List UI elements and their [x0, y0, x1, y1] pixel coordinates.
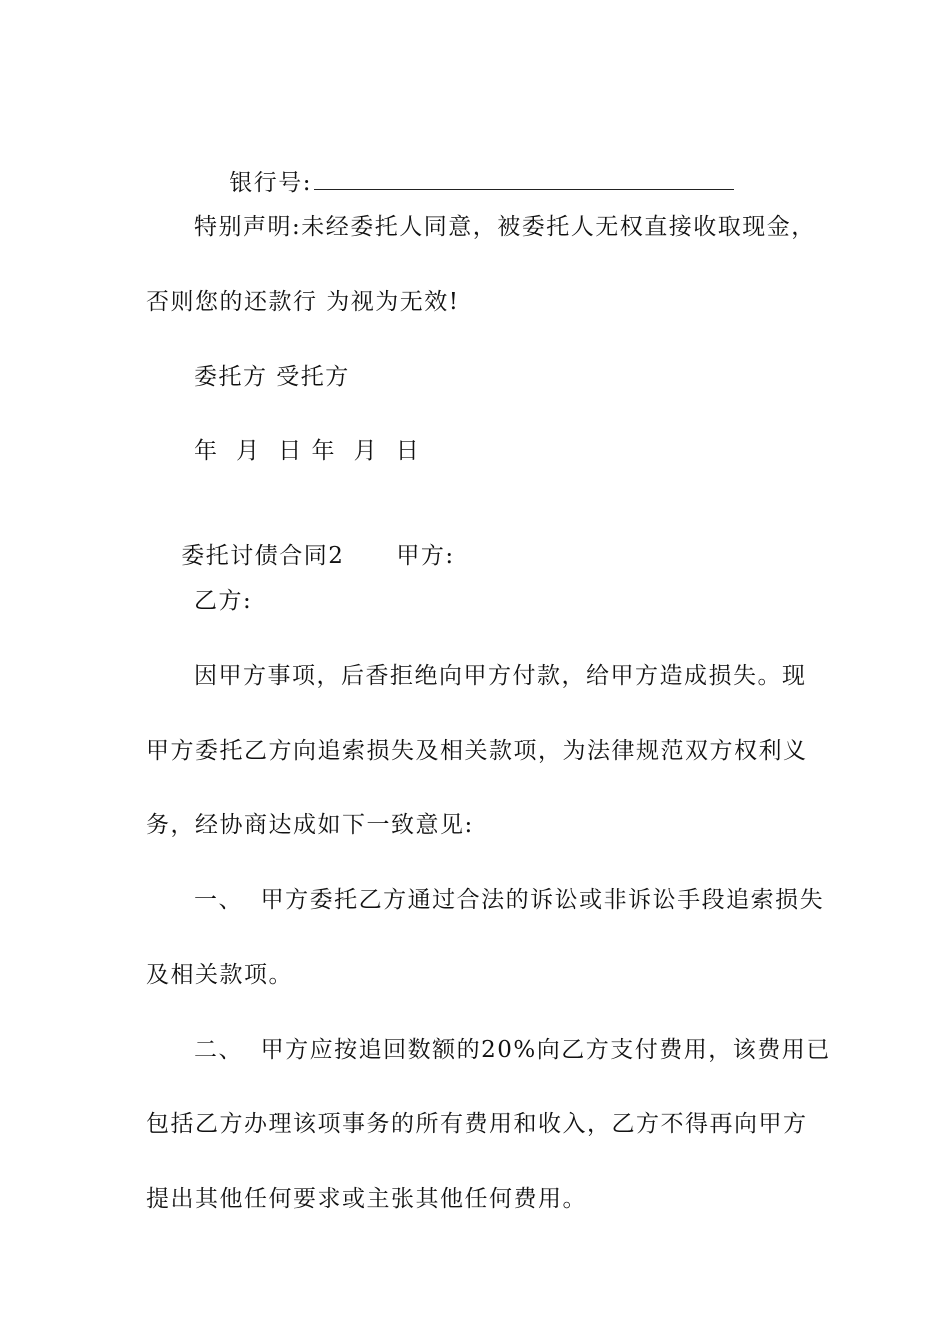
clause-2-line-3: 提出其他任何要求或主张其他任何费用。 [146, 1186, 587, 1212]
clause-2-line-2: 包括乙方办理该项事务的所有费用和收入，乙方不得再向甲方 [146, 1111, 808, 1137]
party-a-label: 甲方: [396, 543, 455, 569]
intro-line-2: 甲方委托乙方向追索损失及相关款项，为法律规范双方权利义 [146, 738, 808, 764]
intro-line-3: 务，经协商达成如下一致意见: [146, 812, 474, 838]
contract-title-line [146, 511, 455, 601]
notice-line-1: 特别声明:未经委托人同意，被委托人无权直接收取现金， [194, 214, 816, 240]
party-b-label: 乙方: [194, 588, 253, 614]
intro-line-1: 因甲方事项，后香拒绝向甲方付款，给甲方造成损失。现 [194, 663, 807, 689]
notice-line-2: 否则您的还款行 为视为无效! [146, 289, 460, 315]
clause-2-line-1: 二、 甲方应按追回数额的20%向乙方支付费用，该费用已 [194, 1037, 831, 1063]
bank-number-label: 银行号: [229, 170, 312, 196]
contract-title: 委托讨债合同2 [181, 543, 345, 569]
clause-1-line-1: 一、 甲方委托乙方通过合法的诉讼或非诉讼手段追索损失 [194, 887, 825, 913]
bank-number-blank [314, 167, 734, 190]
clause-1-line-2: 及相关款项。 [146, 962, 293, 988]
signature-parties: 委托方 受托方 [194, 364, 350, 390]
signature-dates: 年 月 日 年 月 日 [194, 438, 421, 464]
